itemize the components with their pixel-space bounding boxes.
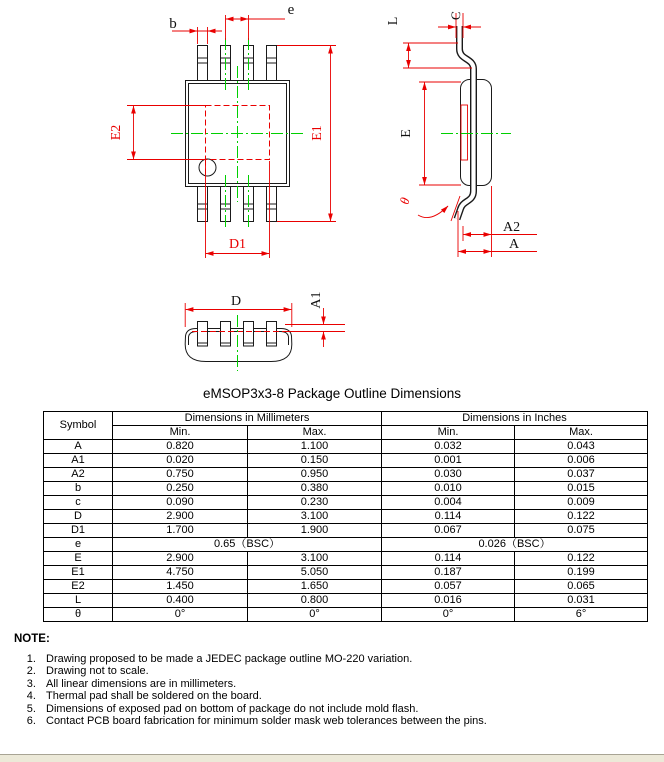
cell-value: 0.400 (113, 594, 248, 608)
dimensions-table (43, 411, 648, 622)
package-outline-drawings (0, 0, 664, 380)
cell-value: 1.650 (248, 580, 382, 594)
cell-value: 0° (248, 608, 382, 622)
table-row (44, 566, 648, 580)
cell-value: 0.037 (515, 468, 648, 482)
cell-value: 0° (113, 608, 248, 622)
table-row (44, 496, 648, 510)
pin1-marker (199, 159, 216, 176)
cell-value: 1.100 (248, 440, 382, 454)
cell-value: 0.020 (113, 454, 248, 468)
cell-value: 0.187 (382, 566, 515, 580)
cell-value: 2.900 (113, 510, 248, 524)
table-row (44, 468, 648, 482)
front-view-drawing (185, 291, 345, 371)
dim-label-e-side: E (399, 129, 414, 138)
cell-value: 5.050 (248, 566, 382, 580)
notes-list (14, 654, 650, 727)
cell-bsc-inches: 0.026（BSC） (382, 538, 648, 552)
cell-symbol: D (44, 510, 113, 524)
table-row (44, 552, 648, 566)
cell-value: 0.380 (248, 482, 382, 496)
dim-label-a: A (509, 237, 520, 252)
cell-symbol: A (44, 440, 113, 454)
dim-label-l: L (386, 16, 401, 26)
cell-value: 0.067 (382, 524, 515, 538)
cell-value: 0.122 (515, 552, 648, 566)
dim-label-c: C (447, 10, 464, 21)
cell-value: 4.750 (113, 566, 248, 580)
dim-label-d1: D1 (228, 237, 247, 252)
dim-label-b: b (169, 16, 177, 32)
header-mm-max: Max. (248, 426, 382, 440)
table-row (44, 580, 648, 594)
cell-value: 0.016 (382, 594, 515, 608)
table-row (44, 440, 648, 454)
header-inches: Dimensions in Inches (382, 412, 648, 426)
top-view-dimensions (127, 15, 336, 258)
table-subheader-row (44, 426, 648, 440)
page-title: eMSOP3x3-8 Package Outline Dimensions (202, 386, 462, 401)
note-item: 4. Thermal pad shall be soldered on the board. (39, 691, 650, 702)
note-item: 2. Drawing not to scale. (39, 666, 650, 677)
dim-label-d: D (230, 294, 242, 309)
cell-value: 3.100 (248, 552, 382, 566)
cell-symbol: θ (44, 608, 113, 622)
dim-label-theta: θ (396, 195, 413, 206)
cell-symbol: E (44, 552, 113, 566)
cell-symbol: L (44, 594, 113, 608)
cell-value: 0.057 (382, 580, 515, 594)
cell-value: 0.150 (248, 454, 382, 468)
cell-value: 0.009 (515, 496, 648, 510)
side-view-drawing (386, 11, 537, 257)
dim-label-a1: A1 (309, 291, 324, 309)
top-view-drawing (109, 2, 336, 258)
cell-value: 0.250 (113, 482, 248, 496)
center-lines (171, 38, 304, 229)
cell-value: 1.700 (113, 524, 248, 538)
cell-value: 0.030 (382, 468, 515, 482)
header-mm-min: Min. (113, 426, 248, 440)
note-item: 3. All linear dimensions are in millimeters. (39, 679, 650, 690)
cell-value: 0.031 (515, 594, 648, 608)
notes-heading: NOTE: (14, 633, 50, 645)
cell-value: 3.100 (248, 510, 382, 524)
table-row (44, 524, 648, 538)
cell-symbol: E1 (44, 566, 113, 580)
note-item: 1. Drawing proposed to be made a JEDEC package outline MO-220 variation. (39, 654, 650, 665)
cell-value: 0.122 (515, 510, 648, 524)
table-row (44, 510, 648, 524)
cell-symbol: A2 (44, 468, 113, 482)
table-row (44, 608, 648, 622)
cell-symbol: D1 (44, 524, 113, 538)
cell-symbol: b (44, 482, 113, 496)
cell-value: 0.950 (248, 468, 382, 482)
front-view-dimensions (185, 303, 345, 347)
cell-value: 0.090 (113, 496, 248, 510)
cell-bsc-mm: 0.65（BSC） (113, 538, 382, 552)
header-mm: Dimensions in Millimeters (113, 412, 382, 426)
bottom-scrollbar-strip (0, 754, 664, 762)
dim-label-a2: A2 (503, 220, 521, 235)
cell-value: 0.075 (515, 524, 648, 538)
table-row-bsc (44, 538, 648, 552)
dim-label-e2: E2 (109, 124, 124, 141)
cell-value: 1.450 (113, 580, 248, 594)
cell-value: 6° (515, 608, 648, 622)
cell-value: 0.006 (515, 454, 648, 468)
cell-value: 0.043 (515, 440, 648, 454)
cell-value: 0.114 (382, 510, 515, 524)
cell-symbol: A1 (44, 454, 113, 468)
cell-value: 0.010 (382, 482, 515, 496)
table-row (44, 594, 648, 608)
cell-symbol: E2 (44, 580, 113, 594)
cell-value: 0.230 (248, 496, 382, 510)
cell-value: 0.199 (515, 566, 648, 580)
cell-value: 1.900 (248, 524, 382, 538)
cell-value: 0.001 (382, 454, 515, 468)
cell-symbol: e (44, 538, 113, 552)
dim-label-e1: E1 (310, 125, 325, 141)
cell-value: 0.800 (248, 594, 382, 608)
cell-value: 2.900 (113, 552, 248, 566)
header-in-max: Max. (515, 426, 648, 440)
header-in-min: Min. (382, 426, 515, 440)
dim-label-e: e (287, 2, 295, 18)
cell-value: 0.015 (515, 482, 648, 496)
cell-value: 0.032 (382, 440, 515, 454)
table-header-row (44, 412, 648, 426)
table-row (44, 482, 648, 496)
cell-value: 0.750 (113, 468, 248, 482)
note-item: 5. Dimensions of exposed pad on bottom of package do not include mold flash. (39, 704, 650, 715)
side-exposed-pad (461, 105, 468, 160)
cell-symbol: c (44, 496, 113, 510)
cell-value: 0.114 (382, 552, 515, 566)
cell-value: 0° (382, 608, 515, 622)
header-symbol: Symbol (44, 412, 113, 440)
cell-value: 0.065 (515, 580, 648, 594)
table-row (44, 454, 648, 468)
note-item: 6. Contact PCB board fabrication for minimum solder mask web tolerances between the pins. (39, 716, 650, 727)
cell-value: 0.820 (113, 440, 248, 454)
notes-section (14, 633, 650, 728)
cell-value: 0.004 (382, 496, 515, 510)
